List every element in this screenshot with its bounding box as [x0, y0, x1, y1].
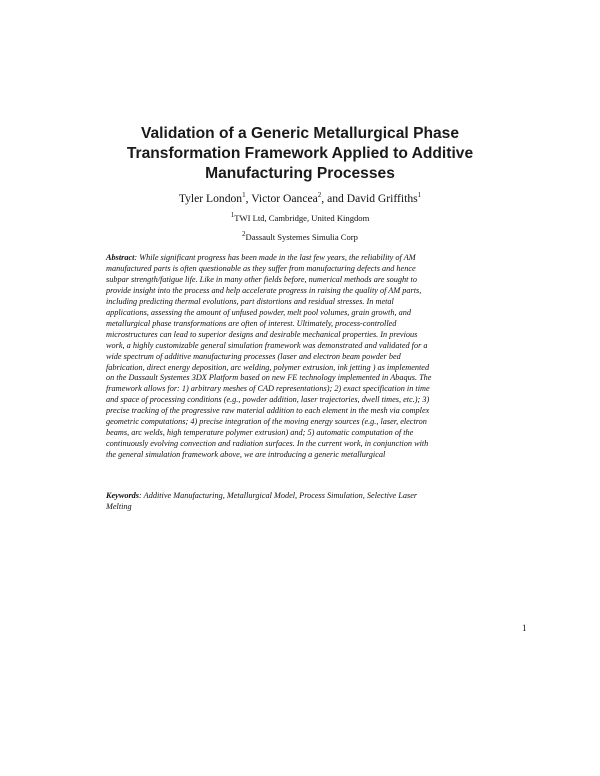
abstract-line: wide spectrum of additive manufacturing processes (laser and electron beam powder bed	[106, 351, 401, 361]
affiliation-mark: 1	[230, 211, 235, 220]
affiliation-mark: 1	[417, 191, 422, 200]
keywords-line	[106, 491, 506, 502]
abstract-line: metallurgical phase transformations are often of interest. Ultimately, process-controlled	[106, 318, 397, 328]
author-name: David Griffiths	[346, 192, 418, 205]
abstract-line: continuously evolving convection and radiation surfaces. In the current work, in conjunction with	[106, 439, 429, 449]
abstract-line: manufactured parts is often questionable as they suffer from manufacturing defects and hence	[106, 263, 416, 273]
abstract-line: the general simulation framework above, we are introducing a generic metallurgical	[106, 450, 386, 460]
affiliation-name: Dassault Systemes Simulia Corp	[245, 232, 358, 242]
author-separator: ,	[245, 192, 252, 205]
abstract-line: provide insight into the process and help accelerate progress in raising the quality of AM parts,	[106, 285, 422, 295]
abstract-line: precise tracking of the progressive raw material addition to each element in the mesh via complex	[106, 406, 430, 416]
abstract-line: fabrication, direct energy deposition, arc welding, polymer extrusion, ink jetting ) as implemented	[106, 362, 430, 372]
keywords-line: Melting	[106, 501, 132, 511]
keywords	[106, 491, 506, 513]
affiliation-1	[60, 213, 540, 224]
abstract-line: beams, arc welds, high temperature polymer extrusion) and; 5) automatic computation of the	[106, 428, 414, 438]
affiliation-name: TWI Ltd, Cambridge, United Kingdom	[234, 213, 370, 223]
abstract-line: microstructures can lead to superior designs and desirable mechanical properties. In previous	[106, 329, 418, 339]
abstract-line: work, a highly customizable general simulation framework was demonstrated and validated for a	[106, 340, 428, 350]
abstract-line	[106, 253, 506, 264]
paper-title	[80, 124, 520, 184]
abstract-line: on the Dassault Systemes 3DX Platform based on new FE technology implemented in Abaqus. The	[106, 373, 432, 383]
author-separator: , and	[321, 192, 347, 205]
affiliation-mark: 1	[242, 191, 246, 200]
abstract-text: : While significant progress has been made in the last few years, the reliability of AM	[134, 253, 416, 262]
keywords-label: Keywords	[106, 491, 139, 500]
title-line: Manufacturing Processes	[205, 165, 395, 182]
abstract-line: geometric computations; 4) precise integration of the moving energy sources (e.g., laser, electron	[106, 417, 427, 427]
author-name: Tyler London	[178, 192, 243, 205]
abstract-line: subpar strength/fatigue life. Like in many other fields before, numerical methods are sought to	[106, 274, 417, 284]
page-number: 1	[522, 623, 527, 633]
title-line: Validation of a Generic Metallurgical Phase	[140, 125, 460, 142]
abstract	[106, 253, 506, 461]
affiliation-2	[60, 232, 540, 243]
title-line: Transformation Framework Applied to Additive	[126, 145, 474, 162]
abstract-line: including predicting thermal evolutions, part distortions and residual stresses. In metal	[106, 296, 394, 306]
keywords-text: : Additive Manufacturing, Metallurgical Model, Process Simulation, Selective Laser	[139, 491, 418, 500]
abstract-line: and space of processing conditions (e.g., powder addition, laser trajectories, dwell times, etc.); 3)	[106, 395, 430, 405]
author-name: Victor Oancea	[251, 192, 318, 205]
abstract-line: applications, assessing the amount of unfused powder, melt pool volumes, grain growth, and	[106, 307, 411, 317]
abstract-label: Abstract	[106, 253, 135, 262]
affiliation-mark: 2	[242, 230, 246, 239]
author-list	[60, 191, 540, 207]
affiliation-mark: 2	[317, 191, 322, 200]
abstract-line: framework allows for: 1) arbitrary meshes of CAD representations); 2) exact specification in time	[106, 384, 430, 394]
